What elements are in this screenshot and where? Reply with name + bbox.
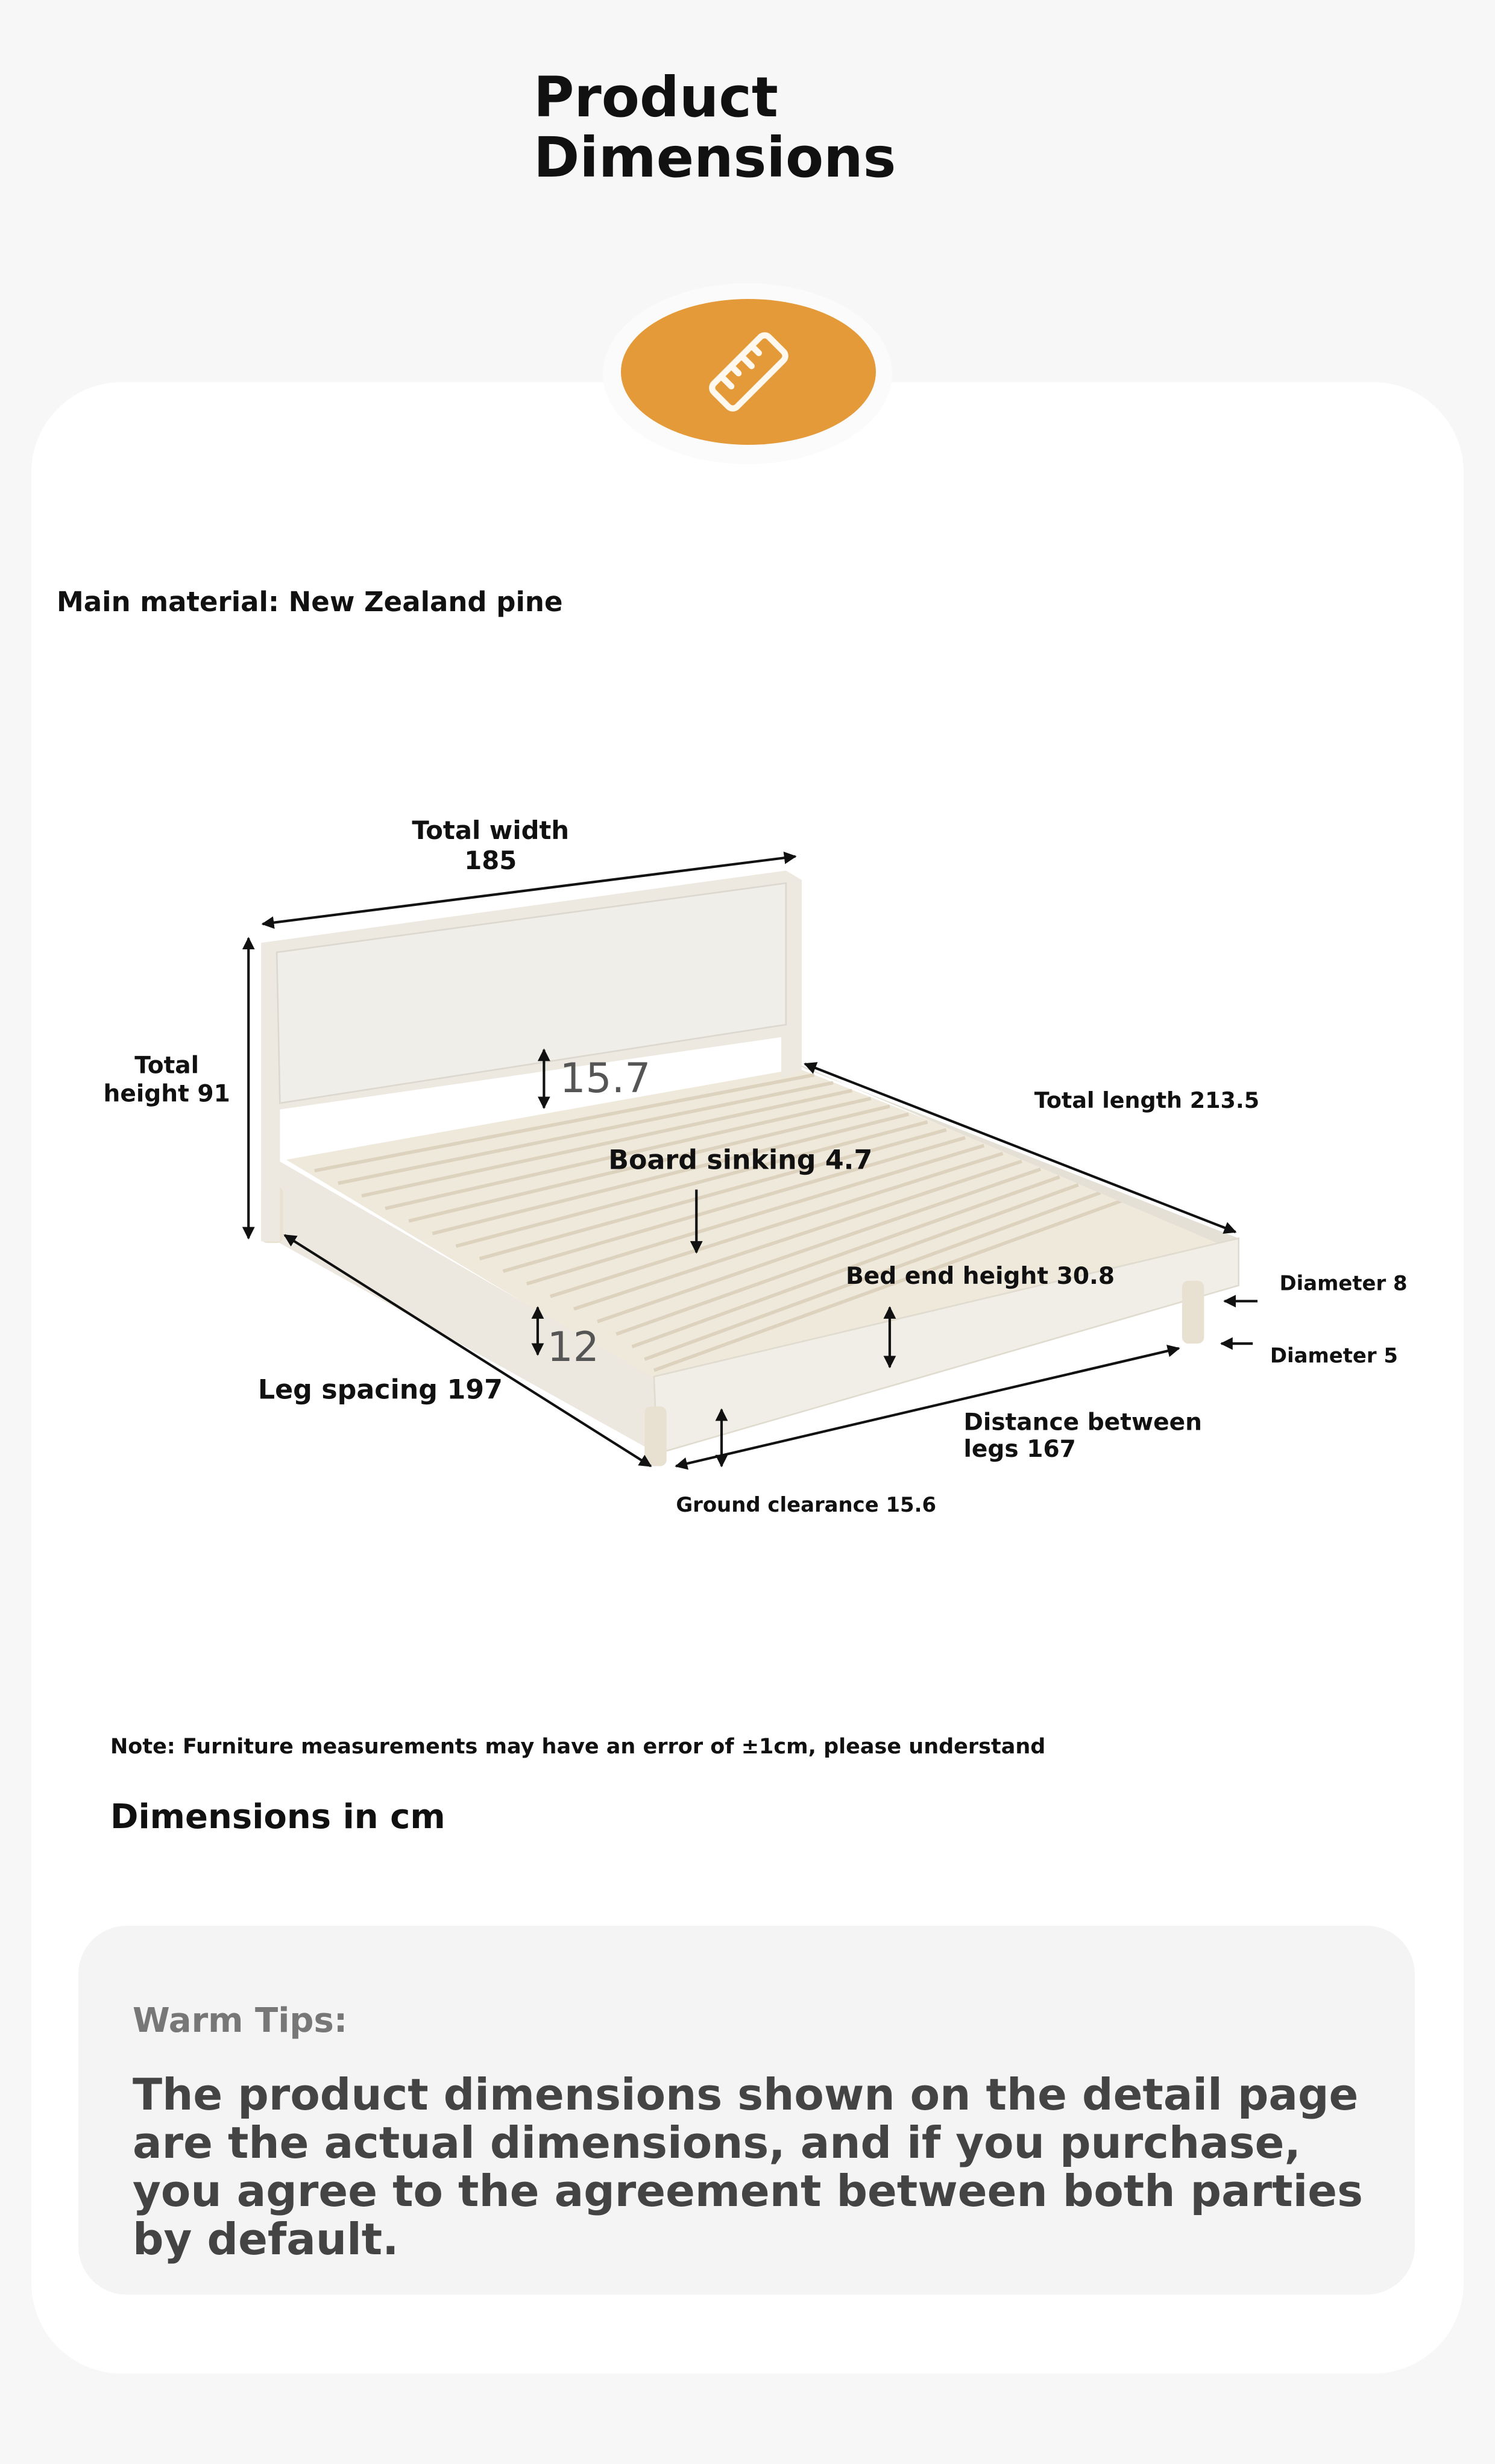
- bed-leg: [644, 1406, 667, 1466]
- diameter-bottom-label: Diameter 5: [1270, 1344, 1398, 1368]
- total-width-label: Total width: [412, 816, 570, 846]
- bed-slat-area: [286, 1069, 1236, 1383]
- unit-label: Dimensions in cm: [110, 1797, 445, 1837]
- board-sinking-label: Board sinking 4.7: [608, 1145, 873, 1176]
- total-height-value: height 91: [103, 1080, 230, 1108]
- measurement-note: Note: Furniture measurements may have an error of ±1cm, please understand: [110, 1735, 1046, 1759]
- total-length-label: Total length 213.5: [1034, 1087, 1260, 1114]
- distance-between-legs-line2: legs 167: [963, 1435, 1076, 1463]
- title-line-2: Dimensions: [533, 125, 896, 190]
- diameter-top-label: Diameter 8: [1279, 1271, 1408, 1295]
- total-width-value: 185: [464, 845, 517, 875]
- warm-tips-box: [78, 1926, 1415, 2295]
- total-height-label: Total: [134, 1052, 200, 1080]
- warm-tips-body: The product dimensions shown on the detail page are the actual dimensions, and if you purchase, you agree to the agreement between both parties by default.: [133, 2069, 1363, 2264]
- side-rail-label: 12: [547, 1322, 599, 1371]
- leg-spacing-label: Leg spacing 197: [257, 1374, 503, 1406]
- bed-leg: [1182, 1281, 1204, 1344]
- warm-tips-title: Warm Tips:: [133, 2001, 348, 2040]
- ground-clearance-label: Ground clearance 15.6: [676, 1493, 937, 1517]
- title-line-1: Product: [533, 65, 778, 130]
- bed-end-height-label: Bed end height 30.8: [845, 1263, 1115, 1290]
- main-material: Main material: New Zealand pine: [57, 586, 563, 618]
- distance-between-legs-line1: Distance between: [963, 1409, 1202, 1436]
- headboard-gap-label: 15.7: [559, 1054, 651, 1102]
